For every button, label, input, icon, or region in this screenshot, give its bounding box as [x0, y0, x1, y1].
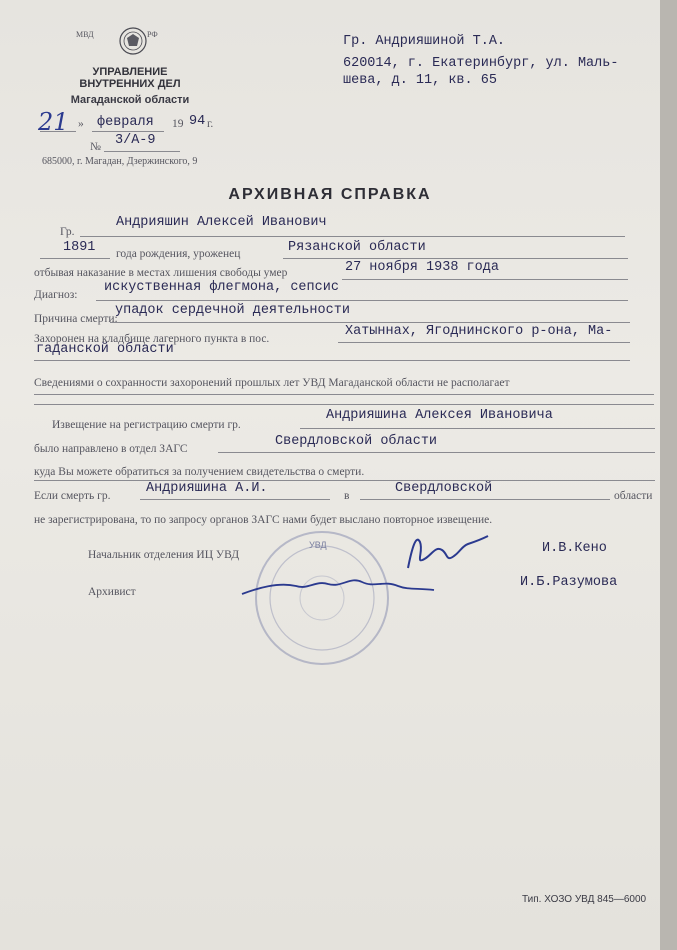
chief-name: И.В.Кено: [542, 541, 607, 556]
page-edge-shadow: [660, 0, 677, 950]
burial-place-2: гаданской области: [36, 342, 174, 357]
date-month: февраля: [97, 115, 154, 130]
birth-text: года рождения, уроженец: [116, 248, 241, 260]
diagnosis-value: искуственная флегмона, сепсис: [104, 280, 339, 295]
date-quote: »: [78, 118, 84, 130]
preservation-line: [34, 394, 654, 395]
burial-line-1: [338, 342, 630, 343]
document-title: АРХИВНАЯ СПРАВКА: [228, 186, 432, 203]
zags-line: [218, 452, 655, 453]
org-name-line2: ВНУТРЕННИХ ДЕЛ: [79, 78, 181, 90]
date-day-line: [40, 131, 76, 132]
citizen-line: [80, 236, 625, 237]
citizen-name: Андрияшин Алексей Иванович: [116, 215, 327, 230]
archivist-name: И.Б.Разумова: [520, 575, 618, 590]
diagnosis-label: Диагноз:: [34, 289, 78, 301]
archivist-label: Архивист: [88, 586, 136, 598]
recipient-address-1: 620014, г. Екатеринбург, ул. Маль-: [343, 56, 619, 71]
not-registered-text: не зарегистрирована, то по запросу органов ЗАГС нами будет выслано повторное извещение.: [34, 514, 493, 526]
archivist-signature: [238, 566, 438, 606]
recipient-address-2: шева, д. 11, кв. 65: [343, 73, 497, 88]
org-region: Магаданской области: [70, 94, 190, 106]
date-month-line: [92, 131, 164, 132]
if-label: Если смерть гр.: [34, 490, 111, 502]
date-year-prefix: 19: [172, 118, 184, 130]
if-region: Свердловской: [395, 481, 493, 496]
printer-imprint: Тип. ХОЗО УВД 845—6000: [522, 894, 647, 905]
zags-region: Свердловской области: [275, 434, 438, 449]
notice-line: [300, 428, 655, 429]
citizen-label: Гр.: [60, 226, 75, 238]
oblast-label: области: [614, 490, 653, 502]
number-line: [104, 151, 180, 152]
recipient-name: Гр. Андрияшиной Т.А.: [343, 34, 506, 49]
date-year: 94: [189, 114, 206, 129]
burial-line-2: [34, 360, 630, 361]
birthplace: Рязанской области: [288, 240, 426, 255]
separator-line: [34, 404, 654, 405]
diagnosis-line: [96, 300, 628, 301]
if-name-line: [140, 499, 330, 500]
cause-label: Причина смерти:: [34, 313, 118, 325]
burial-place-1: Хатыннах, Ягоднинского р-она, Ма-: [345, 324, 613, 339]
apply-line: [34, 480, 655, 481]
cause-value: упадок сердечной деятельности: [115, 303, 350, 318]
date-year-suffix: г.: [207, 118, 214, 130]
emblem-right-label: РФ: [147, 30, 158, 39]
birthplace-line: [283, 258, 628, 259]
number-label: №: [90, 141, 101, 153]
birth-year-line: [40, 258, 110, 259]
emblem-left-label: МВД: [76, 30, 94, 39]
chief-label: Начальник отделения ИЦ УВД: [88, 549, 240, 561]
in-label: в: [344, 490, 350, 502]
notice-name: Андрияшина Алексея Ивановича: [326, 408, 553, 423]
org-name-line1: УПРАВЛЕНИЕ: [92, 66, 168, 78]
date-day: 21: [38, 108, 69, 136]
org-address: 685000, г. Магадан, Дзержинского, 9: [42, 156, 198, 167]
sentence-text: отбывая наказание в местах лишения свободы умер: [34, 267, 288, 279]
notice-label: Извещение на регистрацию смерти гр.: [52, 419, 241, 431]
death-date-line: [342, 279, 628, 280]
stamp-text: УВД: [309, 540, 327, 550]
sent-label: было направлено в отдел ЗАГС: [34, 443, 188, 455]
preservation-text: Сведениями о сохранности захоронений прошлых лет УВД Магаданской области не располагает: [34, 377, 510, 389]
apply-text: куда Вы можете обратиться за получением свидетельства о смерти.: [34, 466, 365, 478]
if-name: Андрияшина А.И.: [146, 481, 268, 496]
birth-year: 1891: [63, 240, 96, 255]
if-region-line: [360, 499, 610, 500]
cause-line: [110, 322, 630, 323]
burial-label: Захоронен на кладбище лагерного пункта в пос.: [34, 333, 270, 345]
death-date: 27 ноября 1938 года: [345, 260, 499, 275]
number-value: 3/А-9: [115, 133, 156, 148]
